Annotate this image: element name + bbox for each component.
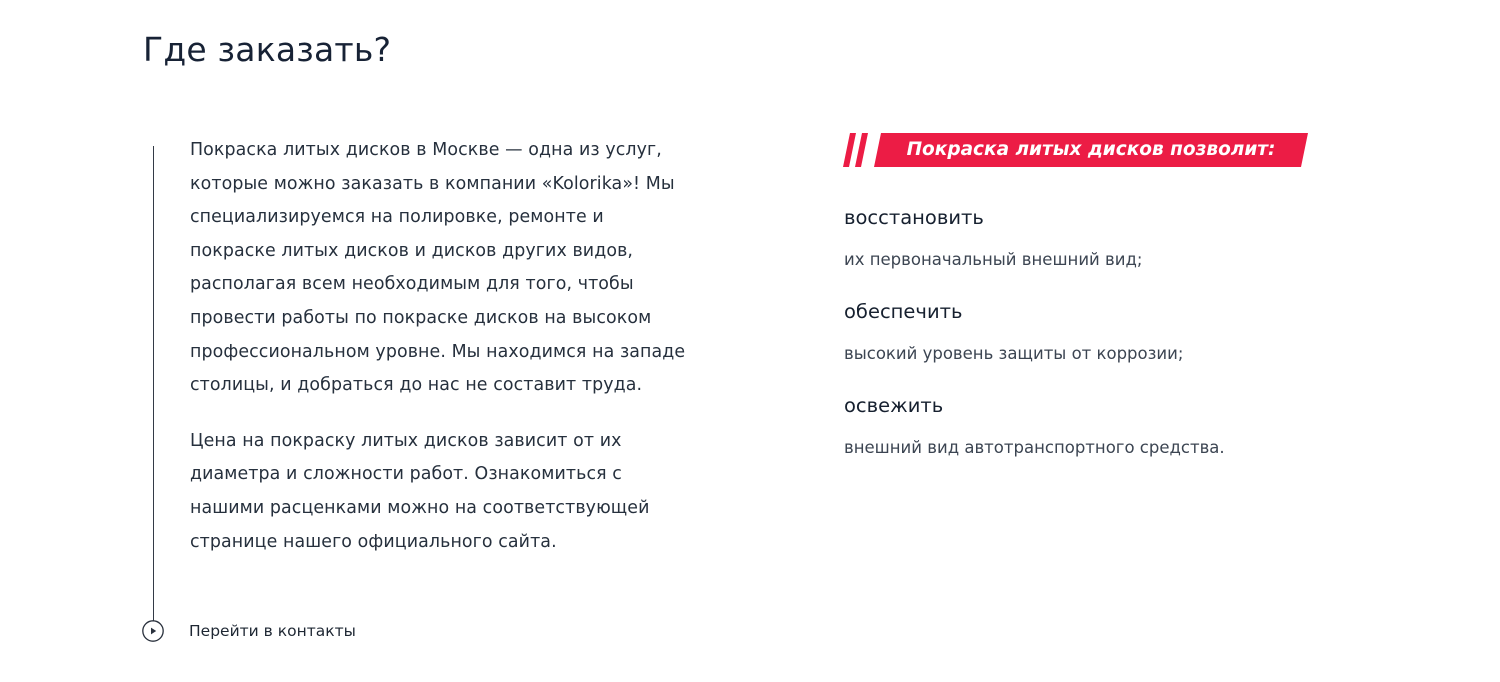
intro-text-column xyxy=(190,134,690,559)
benefit-item xyxy=(844,203,1364,272)
banner-label: Покраска литых дисков позволит: xyxy=(906,139,1276,160)
benefits-list xyxy=(844,203,1364,485)
price-paragraph: Цена на покраску литых дисков зависит от их диаметра и сложности работ. Ознакомиться с нашими расценками можно на соответствующей странице нашего официального сайта. xyxy=(190,430,650,552)
benefit-title: освежить xyxy=(844,394,944,417)
benefit-title: восстановить xyxy=(844,206,984,229)
benefit-description: внешний вид автотранспортного средства. xyxy=(844,438,1225,457)
timeline-line xyxy=(153,146,154,621)
benefit-item xyxy=(844,297,1364,366)
benefit-title: обеспечить xyxy=(844,300,963,323)
contacts-link[interactable] xyxy=(142,620,356,642)
benefits-banner xyxy=(842,133,1308,167)
benefit-description: их первоначальный внешний вид; xyxy=(844,250,1143,269)
play-circle-icon xyxy=(142,620,164,642)
page-title: Где заказать? xyxy=(143,30,392,69)
benefit-item xyxy=(844,391,1364,460)
intro-paragraph: Покраска литых дисков в Москве — одна из услуг, которые можно заказать в компании «Kolorika»! Мы специализируемся на полировке, ремонте и покраске литых дисков и дисков других видов, располагая всем необходимым для того, чтобы провести работы по покраске дисков на высоком профессиональном уровне. Мы находимся на западе столицы, и добраться до нас не составит труда. xyxy=(190,140,686,396)
benefit-description: высокий уровень защиты от коррозии; xyxy=(844,344,1184,363)
contacts-link-label: Перейти в контакты xyxy=(189,622,356,640)
